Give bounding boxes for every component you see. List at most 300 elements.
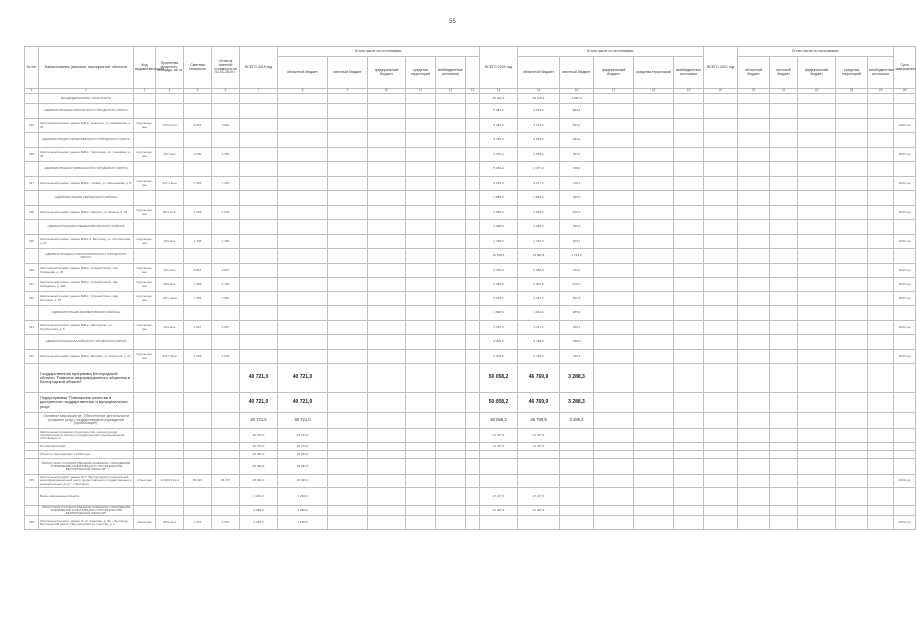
empty-cell	[436, 506, 466, 516]
row-name: Капитальный ремонт здания ОГУ "Белгородский региональный многофункциональный центр предоставления государственных и муниципальных услуг", г. Белгород	[40, 475, 132, 486]
empty-cell	[406, 264, 436, 278]
row-finish: 2019 год	[894, 475, 916, 488]
row-capacity: 95,8 кв.м	[156, 516, 184, 530]
empty-cell	[738, 249, 770, 264]
row-estimate	[184, 162, 212, 177]
row-capacity	[156, 162, 184, 177]
row-remaining: 5 964	[212, 119, 240, 133]
empty-cell	[466, 335, 480, 350]
row-code	[134, 488, 156, 506]
row-code	[134, 364, 156, 393]
empty-cell	[738, 459, 770, 475]
row-obl-2020: 1 260,6	[518, 235, 560, 249]
row-estimate	[184, 306, 212, 321]
col-header-mest-2021: местный бюджет	[770, 57, 798, 89]
row-total-2019	[240, 220, 278, 235]
table-row	[25, 235, 916, 249]
empty-cell	[594, 162, 634, 177]
empty-cell	[704, 350, 738, 364]
row-estimate	[184, 506, 212, 516]
empty-cell	[836, 292, 868, 306]
empty-cell	[406, 220, 436, 235]
row-total-2019: 4 230,0	[240, 488, 278, 506]
col-header-name: Наименование (заказчик, мероприятий, объектов	[39, 47, 134, 89]
empty-cell	[634, 191, 674, 206]
empty-cell	[770, 206, 798, 220]
row-mest-2020: 105,4	[560, 206, 594, 220]
row-remaining	[212, 443, 240, 451]
empty-cell	[836, 459, 868, 475]
row-total-2019	[240, 104, 278, 119]
empty-cell	[798, 488, 836, 506]
empty-cell	[594, 191, 634, 206]
row-name: Государственная программа Белгородской области "Развитие информационного общества в Белгородской области"	[39, 364, 134, 393]
page-number: 55	[449, 19, 456, 25]
row-capacity	[156, 413, 184, 429]
row-remaining	[212, 306, 240, 321]
empty-cell	[406, 306, 436, 321]
empty-cell	[436, 321, 466, 335]
empty-cell	[674, 177, 704, 191]
table-row	[25, 451, 916, 459]
empty-cell	[594, 321, 634, 335]
empty-cell	[868, 335, 894, 350]
empty-cell	[436, 177, 466, 191]
empty-cell	[674, 451, 704, 459]
row-capacity: 153 кв.м	[156, 235, 184, 249]
column-number: 10	[368, 89, 406, 94]
group-header-2020: В том числе по источникам:	[518, 47, 704, 57]
row-number	[25, 488, 39, 506]
row-finish: 2020 год	[894, 119, 916, 133]
column-number: 11	[406, 89, 436, 94]
empty-cell	[368, 278, 406, 292]
row-capacity: 291,7 кв.м	[156, 350, 184, 364]
row-finish: 2019 год	[894, 516, 916, 530]
empty-cell	[836, 335, 868, 350]
col-header-code: Код ведомственности	[134, 47, 156, 89]
empty-cell	[836, 148, 868, 162]
empty-cell	[368, 321, 406, 335]
empty-cell	[738, 177, 770, 191]
row-estimate	[184, 459, 212, 475]
empty-cell	[436, 278, 466, 292]
row-mest-2020	[560, 488, 594, 506]
empty-cell	[798, 249, 836, 264]
row-code	[134, 104, 156, 119]
empty-cell	[738, 350, 770, 364]
empty-cell	[798, 133, 836, 148]
row-obl-2020: 1 532,6	[518, 191, 560, 206]
empty-cell	[798, 148, 836, 162]
empty-cell	[868, 119, 894, 133]
row-obl-2020: 1 532,6	[518, 206, 560, 220]
row-capacity	[156, 220, 184, 235]
empty-cell	[634, 335, 674, 350]
empty-cell	[436, 206, 466, 220]
empty-cell	[738, 429, 770, 443]
empty-cell	[704, 306, 738, 321]
row-code	[134, 191, 156, 206]
row-capacity	[156, 451, 184, 459]
row-total-2019: 4 230,0	[240, 506, 278, 516]
row-estimate	[184, 393, 212, 413]
empty-cell	[594, 264, 634, 278]
empty-cell	[868, 516, 894, 530]
empty-cell	[368, 475, 406, 488]
empty-cell	[868, 278, 894, 292]
table-row-total	[25, 393, 916, 413]
row-mest-2020: 748,4	[560, 177, 594, 191]
row-estimate: 7 405	[184, 177, 212, 191]
empty-cell	[798, 119, 836, 133]
empty-cell	[770, 162, 798, 177]
empty-cell	[674, 475, 704, 488]
row-number: 333	[25, 321, 39, 335]
row-name: Капитальные вложения (строительство, реконструкция, приобретение) в объекты государственной (муниципальной) собственности	[39, 429, 134, 443]
row-remaining	[212, 506, 240, 516]
empty-cell	[738, 162, 770, 177]
empty-cell	[406, 162, 436, 177]
empty-cell	[466, 148, 480, 162]
empty-cell	[704, 104, 738, 119]
empty-cell	[634, 451, 674, 459]
empty-cell	[328, 443, 368, 451]
row-code	[134, 393, 156, 413]
row-code: порученцы-ние	[134, 350, 156, 364]
empty-cell	[368, 104, 406, 119]
empty-cell	[738, 94, 770, 104]
empty-cell	[328, 292, 368, 306]
row-name: АДМИНИСТРАЦИЯ ЧЕРЕПОВЕЦКОГО ГОРОДСКОГО ОКРУГА	[39, 133, 134, 148]
empty-cell	[868, 249, 894, 264]
row-finish	[894, 94, 916, 104]
empty-cell	[328, 413, 368, 429]
empty-cell	[328, 177, 368, 191]
row-obl-2020: 46 769,9	[518, 393, 560, 413]
empty-cell	[594, 119, 634, 133]
empty-cell	[674, 443, 704, 451]
empty-cell	[704, 191, 738, 206]
empty-cell	[836, 177, 868, 191]
empty-cell	[738, 220, 770, 235]
row-total-2019	[240, 249, 278, 264]
row-obl-2019	[278, 306, 328, 321]
empty-cell	[368, 306, 406, 321]
row-mest-2020: 519,0	[560, 278, 594, 292]
empty-cell	[634, 506, 674, 516]
col-header-blank-2019	[466, 57, 480, 89]
empty-cell	[798, 443, 836, 451]
table-row-agency	[25, 162, 916, 177]
row-finish	[894, 443, 916, 451]
empty-cell	[770, 350, 798, 364]
table-row	[25, 177, 916, 191]
empty-cell	[406, 451, 436, 459]
empty-cell	[594, 249, 634, 264]
empty-cell	[406, 119, 436, 133]
row-total-2020	[480, 475, 518, 488]
row-total-2020: 17 247,3	[480, 443, 518, 451]
empty-cell	[368, 264, 406, 278]
empty-cell	[798, 191, 836, 206]
empty-cell	[868, 506, 894, 516]
empty-cell	[594, 94, 634, 104]
empty-cell	[868, 451, 894, 459]
row-mest-2020	[560, 451, 594, 459]
empty-cell	[674, 264, 704, 278]
empty-cell	[328, 206, 368, 220]
empty-cell	[466, 516, 480, 530]
empty-cell	[868, 220, 894, 235]
empty-cell	[836, 443, 868, 451]
col-header-remaining: Остаток сметной стоимости на 01.01.2019 г.	[212, 47, 240, 89]
row-obl-2019	[278, 220, 328, 235]
empty-cell	[868, 264, 894, 278]
empty-cell	[836, 393, 868, 413]
table-row-total	[25, 413, 916, 429]
column-number: 20	[704, 89, 738, 94]
empty-cell	[798, 350, 836, 364]
empty-cell	[436, 364, 466, 393]
empty-cell	[868, 321, 894, 335]
empty-cell	[868, 177, 894, 191]
empty-cell	[634, 306, 674, 321]
row-mest-2020	[560, 443, 594, 451]
row-remaining	[212, 191, 240, 206]
empty-cell	[328, 506, 368, 516]
table-row	[25, 350, 916, 364]
row-total-2020: 50 058,2	[480, 413, 518, 429]
empty-cell	[704, 94, 738, 104]
row-number: 335	[25, 475, 39, 488]
row-obl-2020: 3 728,6	[518, 335, 560, 350]
empty-cell	[674, 235, 704, 249]
row-total-2020: 5 159,4	[480, 177, 518, 191]
row-total-2020: 5 484,4	[480, 119, 518, 133]
column-number: 25	[868, 89, 894, 94]
empty-cell	[704, 488, 738, 506]
empty-cell	[674, 133, 704, 148]
empty-cell	[406, 292, 436, 306]
row-estimate: 89 401	[184, 475, 212, 488]
row-number	[25, 249, 39, 264]
row-obl-2020	[518, 451, 560, 459]
empty-cell	[466, 235, 480, 249]
row-number	[25, 133, 39, 148]
row-remaining	[212, 488, 240, 506]
row-number	[25, 413, 39, 429]
row-remaining: 18 717	[212, 475, 240, 488]
row-capacity	[156, 506, 184, 516]
row-total-2019: 40 721,0	[240, 443, 278, 451]
row-name: ОБЛАСТНОЕ ГОСУДАРСТВЕННОЕ КАЗЕННОЕ УЧРЕЖДЕНИЕ "УПРАВЛЕНИЕ КАПИТАЛЬНОГО СТРОИТЕЛЬСТВА БЕЛГОРОДСКОЙ ОБЛАСТИ"	[39, 506, 134, 516]
empty-cell	[798, 206, 836, 220]
column-number: 8	[278, 89, 328, 94]
row-total-2020: 1 498,0	[480, 220, 518, 235]
empty-cell	[436, 443, 466, 451]
row-code: порученцы-ние	[134, 148, 156, 162]
row-remaining	[212, 104, 240, 119]
empty-cell	[868, 292, 894, 306]
empty-cell	[704, 393, 738, 413]
row-number	[25, 162, 39, 177]
row-remaining: 7 362	[212, 292, 240, 306]
row-mest-2020: 185,4	[560, 321, 594, 335]
empty-cell	[836, 451, 868, 459]
row-estimate	[184, 94, 212, 104]
empty-cell	[328, 306, 368, 321]
col-header-total-2021: ВСЕГО 2021 год	[704, 47, 738, 89]
row-obl-2020: 2 879,6	[518, 133, 560, 148]
empty-cell	[406, 459, 436, 475]
empty-cell	[798, 104, 836, 119]
empty-cell	[328, 94, 368, 104]
row-remaining: 1 609	[212, 206, 240, 220]
empty-cell	[798, 235, 836, 249]
empty-cell	[594, 506, 634, 516]
empty-cell	[634, 321, 674, 335]
row-code	[134, 413, 156, 429]
row-total-2020: 4 209,6	[480, 335, 518, 350]
empty-cell	[594, 306, 634, 321]
empty-cell	[634, 413, 674, 429]
empty-cell	[770, 413, 798, 429]
empty-cell	[368, 148, 406, 162]
col-header-no: № п/п	[25, 47, 39, 89]
row-estimate	[184, 191, 212, 206]
empty-cell	[466, 306, 480, 321]
row-estimate	[184, 249, 212, 264]
row-estimate: 6 867	[184, 264, 212, 278]
empty-cell	[704, 516, 738, 530]
empty-cell	[466, 94, 480, 104]
empty-cell	[770, 393, 798, 413]
empty-cell	[466, 278, 480, 292]
column-number: 4	[156, 89, 184, 94]
empty-cell	[836, 206, 868, 220]
empty-cell	[798, 413, 836, 429]
row-capacity: 407,4 кв.м	[156, 177, 184, 191]
column-number: 3	[134, 89, 156, 94]
row-obl-2019: 40 721,0	[278, 393, 328, 413]
row-number: 329	[25, 235, 39, 249]
empty-cell	[594, 393, 634, 413]
row-obl-2019	[278, 94, 328, 104]
empty-cell	[406, 148, 436, 162]
empty-cell	[436, 516, 466, 530]
row-finish	[894, 451, 916, 459]
empty-cell	[868, 191, 894, 206]
row-obl-2019	[278, 335, 328, 350]
row-finish	[894, 133, 916, 148]
row-obl-2019: 40 721,0	[278, 413, 328, 429]
row-total-2020: 5 159,4	[480, 162, 518, 177]
empty-cell	[406, 235, 436, 249]
table-row	[25, 443, 916, 451]
empty-cell	[328, 335, 368, 350]
empty-cell	[674, 191, 704, 206]
row-number	[25, 506, 39, 516]
empty-cell	[798, 306, 836, 321]
row-total-2019	[240, 350, 278, 364]
row-mest-2020: 364,4	[560, 133, 594, 148]
row-obl-2019	[278, 235, 328, 249]
row-remaining	[212, 133, 240, 148]
row-mest-2020	[560, 506, 594, 516]
empty-cell	[770, 506, 798, 516]
empty-cell	[466, 220, 480, 235]
empty-cell	[868, 475, 894, 488]
empty-cell	[868, 413, 894, 429]
empty-cell	[634, 119, 674, 133]
empty-cell	[704, 459, 738, 475]
empty-cell	[436, 133, 466, 148]
empty-cell	[466, 206, 480, 220]
row-total-2020: 16 789,3	[480, 249, 518, 264]
row-total-2019	[240, 191, 278, 206]
row-finish: 2020 год	[894, 148, 916, 162]
empty-cell	[868, 104, 894, 119]
table-row	[25, 264, 916, 278]
row-mest-2020: 3 288,3	[560, 364, 594, 393]
row-obl-2019	[278, 206, 328, 220]
empty-cell	[436, 104, 466, 119]
empty-cell	[770, 119, 798, 133]
empty-cell	[674, 148, 704, 162]
row-capacity: 237 кв.м	[156, 264, 184, 278]
empty-cell	[466, 133, 480, 148]
table-row	[25, 292, 916, 306]
empty-cell	[738, 278, 770, 292]
row-remaining	[212, 364, 240, 393]
empty-cell	[674, 506, 704, 516]
empty-cell	[674, 321, 704, 335]
col-header-obl-2021: областной бюджет	[738, 57, 770, 89]
empty-cell	[674, 516, 704, 530]
empty-cell	[436, 235, 466, 249]
row-estimate: 1 495	[184, 235, 212, 249]
empty-cell	[836, 516, 868, 530]
empty-cell	[738, 235, 770, 249]
empty-cell	[466, 177, 480, 191]
empty-cell	[368, 191, 406, 206]
row-total-2020: 50 058,2	[480, 364, 518, 393]
empty-cell	[436, 220, 466, 235]
empty-cell	[634, 220, 674, 235]
row-total-2020	[480, 459, 518, 475]
empty-cell	[368, 451, 406, 459]
empty-cell	[634, 94, 674, 104]
row-mest-2020: 160,4	[560, 220, 594, 235]
empty-cell	[836, 191, 868, 206]
row-name: Капитальный ремонт здания МФЦ г. Череповец, ул. Северная, д. 25	[39, 148, 134, 162]
row-mest-2020: 634,0	[560, 264, 594, 278]
empty-cell	[770, 321, 798, 335]
empty-cell	[738, 292, 770, 306]
empty-cell	[466, 264, 480, 278]
empty-cell	[738, 104, 770, 119]
empty-cell	[368, 459, 406, 475]
empty-cell	[836, 306, 868, 321]
row-finish	[894, 364, 916, 393]
table-row	[25, 321, 916, 335]
row-obl-2019: 26 491,0	[278, 459, 328, 475]
row-remaining: 1 495	[212, 235, 240, 249]
empty-cell	[770, 133, 798, 148]
row-name: Капитальный ремонт здания МФЦ г. Тихвин, ул. Мельникова, д. 8	[39, 177, 134, 191]
empty-cell	[836, 133, 868, 148]
